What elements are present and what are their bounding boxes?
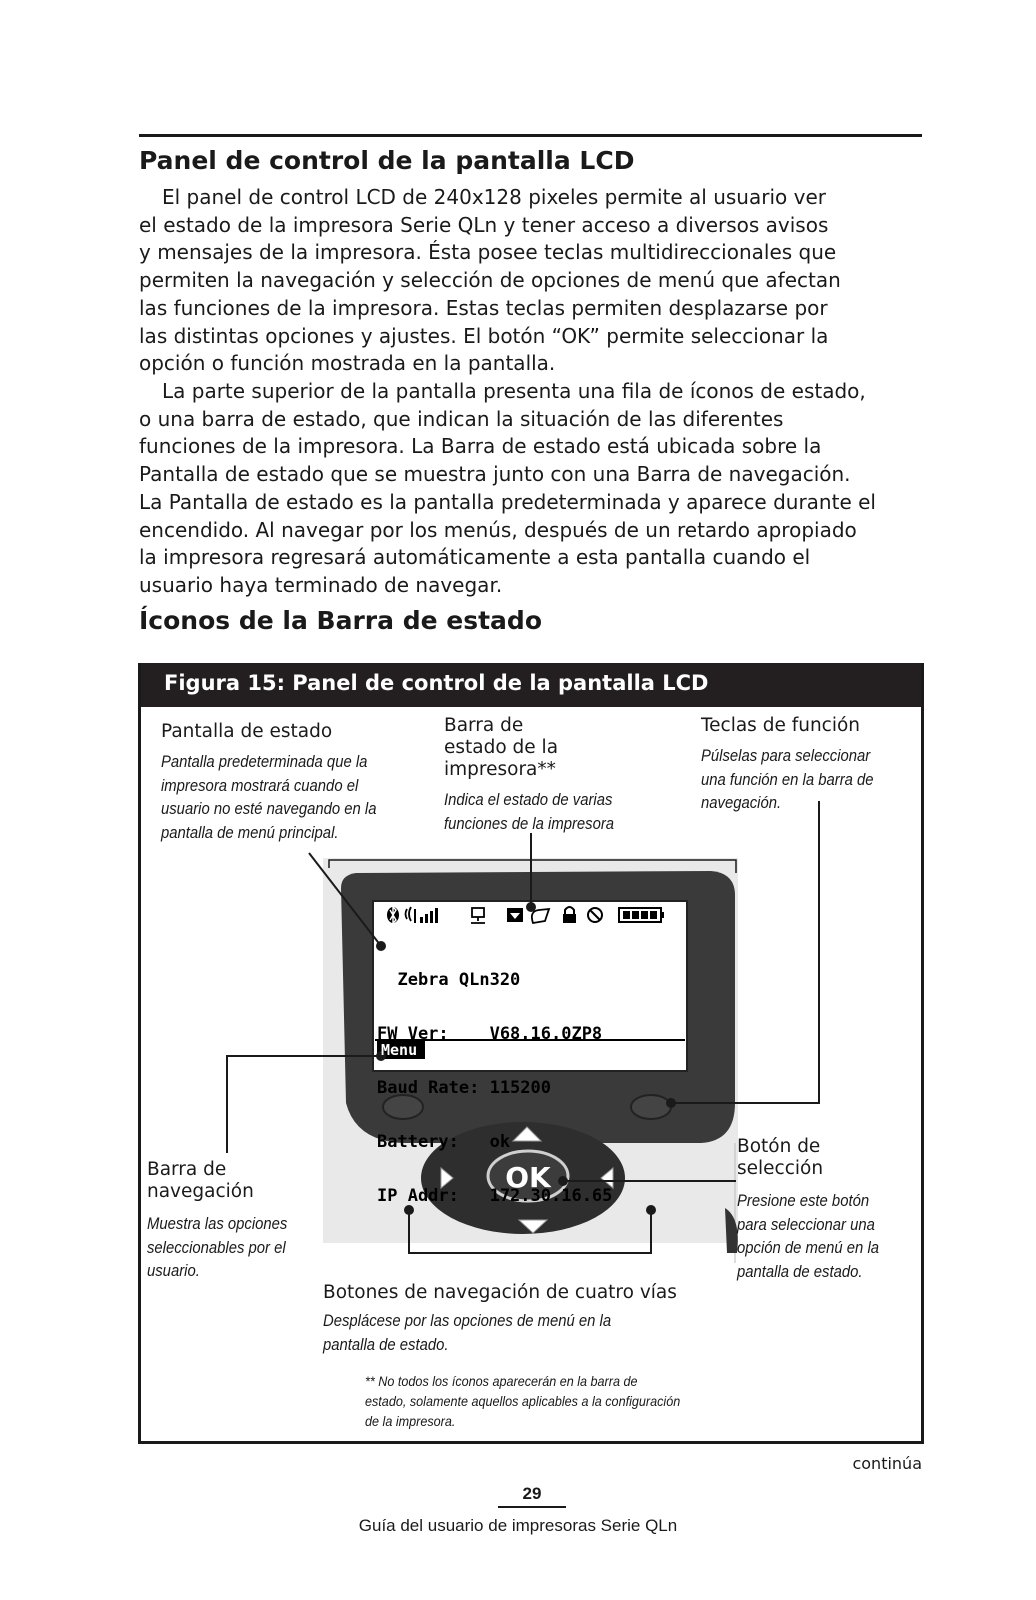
text-line: el estado de la impresora Serie QLn y tener acceso a diversos avisos [139,212,829,237]
label-line: estado de la [444,737,559,758]
paragraph-1 [139,184,939,378]
right-function-key[interactable] [631,1095,671,1119]
menu-softkey-label[interactable]: Menu [381,1041,418,1059]
device-side-edge [725,1208,738,1253]
text-line: las distintas opciones y ajustes. El botón “OK” permite seleccionar la [139,323,829,348]
function-keys-label: Teclas de función [701,715,861,736]
page-footer: Guía del usuario de impresoras Serie QLn [358,1516,678,1535]
desc-line: usuario no esté navegando en la [161,800,377,818]
desc-line: seleccionables por el [147,1238,286,1257]
text-line: las funciones de la impresora. Estas teclas permiten desplazarse por [139,295,828,320]
text-line: funciones de la impresora. La Barra de estado está ubicada sobre la [139,434,822,459]
desc-line: pantalla de estado. [737,1262,863,1281]
footnote-line: ** No todos los íconos aparecerán en la barra de [365,1373,638,1389]
desc-line: una función en la barra de [701,770,874,789]
lcd-line: FW Ver: V68.16.0ZP8 [377,1024,603,1044]
page-number: 29 [522,1484,542,1503]
leader-dot [666,1098,676,1108]
desc-line: Muestra las opciones [147,1215,288,1233]
desc-line: navegación. [701,794,782,812]
desc-line: opción de menú en la [737,1239,880,1257]
nav-bar-label [147,1159,254,1203]
page-number-rule [498,1506,566,1508]
figure-15 [138,663,924,1444]
lcd-info-lines [377,935,612,1241]
figure-footnote [365,1371,680,1431]
desc-line: Desplácese por las opciones de menú en la [323,1312,612,1330]
text-line: y mensajes de la impresora. Ésta posee teclas multidireccionales que [139,240,837,265]
label-line: navegación [147,1181,254,1202]
desc-line: Púlselas para seleccionar [701,747,871,765]
text-line: o una barra de estado, que indican la situación de las diferentes [139,406,784,431]
text-line: El panel de control LCD de 240x128 pixeles permite al usuario ver [162,185,826,209]
footnote-line: de la impresora. [365,1413,456,1429]
footnote-line: estado, solamente aquellos aplicables a la configuración [365,1393,681,1409]
label-line: selección [737,1158,824,1179]
label-line: Barra de [147,1159,227,1180]
select-button-label [737,1136,823,1180]
desc-line: Indica el estado de varias [444,791,613,809]
nav-buttons-description [323,1310,611,1357]
text-line: La Pantalla de estado es la pantalla predeterminada y aparece durante el [139,489,876,514]
text-line: usuario haya terminado de navegar. [139,572,503,597]
paragraph-2 [139,378,939,600]
text-line: opción o función mostrada en la pantalla. [139,351,556,376]
figure-title: Figura 15: Panel de control de la pantalla LCD [141,663,921,707]
ok-label: OK [505,1161,551,1194]
text-line: permiten la navegación y selección de opciones de menú que afectan [139,268,841,293]
label-line: Barra de [444,715,524,736]
nav-bar-description [147,1213,287,1284]
lcd-line: IP Addr: 172.30.16.65 [377,1186,613,1206]
label-line: Botón de [737,1136,821,1157]
continues-note: continúa [852,1454,922,1473]
section-heading: Panel de control de la pantalla LCD [139,146,635,175]
top-rule [139,134,922,137]
data-icon [507,908,523,922]
leader-dot [646,1205,656,1215]
display-bracket [329,860,736,873]
bluetooth-icon [387,907,399,923]
status-screen-label: Pantalla de estado [161,721,333,742]
desc-line: impresora mostrará cuando el [161,776,359,795]
select-button-description [737,1190,879,1284]
text-line: la impresora regresará automáticamente a esta pantalla cuando el [139,545,811,570]
lcd-line: Zebra QLn320 [377,970,521,990]
desc-line: Presione este botón [737,1192,870,1210]
lcd-line: Baud Rate: 115200 [377,1078,551,1098]
desc-line: Pantalla predeterminada que la [161,753,368,771]
label-line: impresora** [444,759,556,780]
section-subheading: Íconos de la Barra de estado [139,606,542,635]
text-line: encendido. Al navegar por los menús, después de un retardo apropiado [139,517,857,542]
leader-dot [526,902,536,912]
desc-line: para seleccionar una [737,1215,875,1234]
desc-line: pantalla de estado. [323,1335,449,1354]
desc-line: usuario. [147,1262,200,1280]
desc-line: funciones de la impresora [444,814,615,833]
nav-buttons-label: Botones de navegación de cuatro vías [323,1282,677,1303]
desc-line: pantalla de menú principal. [161,823,339,842]
text-line: La parte superior de la pantalla presenta una fila de íconos de estado, [162,379,866,403]
text-line: Pantalla de estado que se muestra junto con una Barra de navegación. [139,462,851,487]
lcd-line: Battery: ok [377,1132,511,1152]
